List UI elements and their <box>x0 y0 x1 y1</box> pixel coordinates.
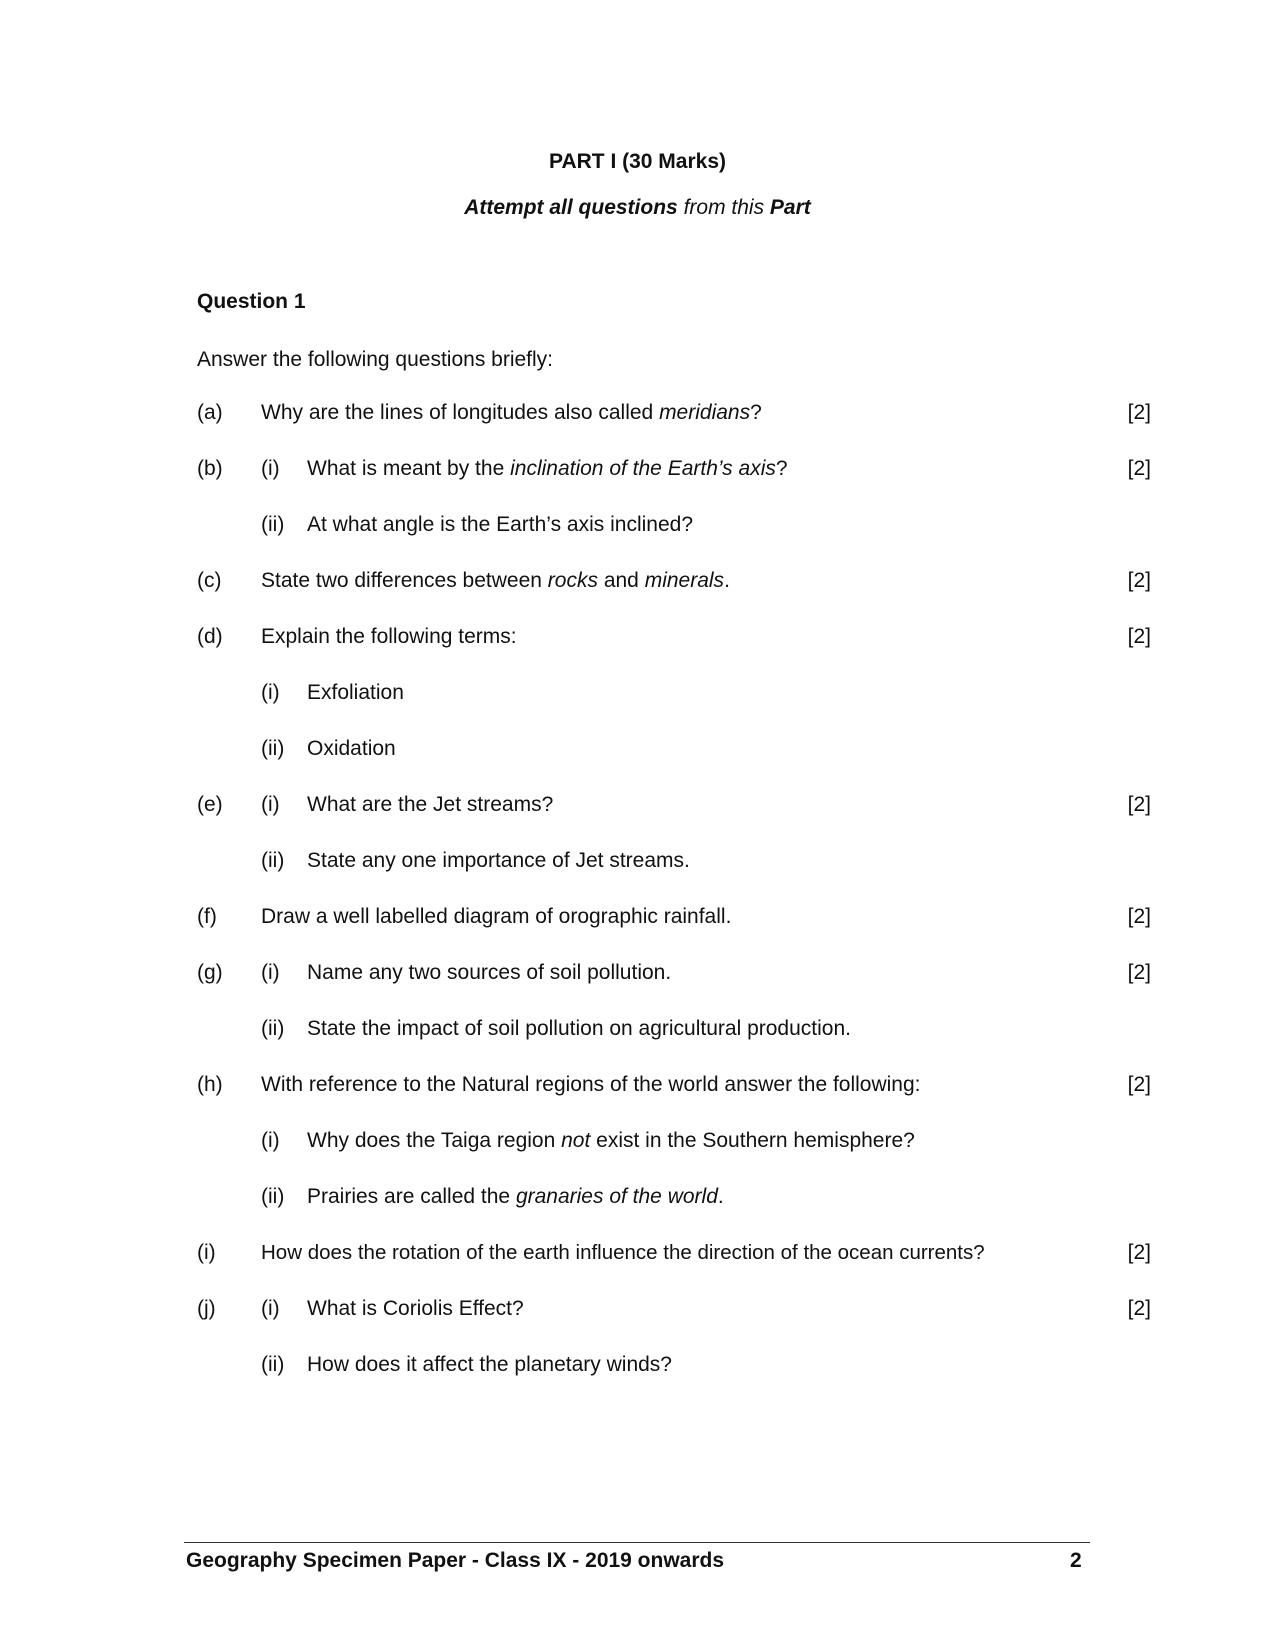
item-text: Why does the Taiga region not exist in the Southern hemisphere? <box>307 1129 915 1152</box>
item-text: How does it affect the planetary winds? <box>307 1353 672 1376</box>
item-text: How does the rotation of the earth influence the direction of the ocean currents? <box>261 1241 985 1264</box>
item-text: With reference to the Natural regions of the world answer the following: <box>261 1073 921 1096</box>
item-text: Exfoliation <box>307 681 404 704</box>
item-label: (b) <box>197 457 223 480</box>
part-instruction <box>0 196 1275 220</box>
item-text: Why are the lines of longitudes also called meridians? <box>261 401 762 424</box>
footer-title: Geography Specimen Paper - Class IX - 2019 onwards <box>186 1549 725 1572</box>
item-marks: [2] <box>1127 793 1151 816</box>
question-item-d <box>0 622 1275 652</box>
item-label: (j) <box>197 1297 216 1320</box>
question-item-f <box>0 902 1275 932</box>
item-marks: [2] <box>1127 905 1151 928</box>
item-text: Oxidation <box>307 737 396 760</box>
item-sublabel: (i) <box>261 1297 280 1320</box>
question-item-g-i <box>0 958 1275 988</box>
question-item-j-ii <box>0 1350 1275 1380</box>
item-text: State any one importance of Jet streams. <box>307 849 690 872</box>
question-item-h <box>0 1070 1275 1100</box>
item-sublabel: (ii) <box>261 1017 285 1040</box>
question-item-d-ii <box>0 734 1275 764</box>
instruction-bold-1: Attempt all questions <box>464 196 678 219</box>
item-marks: [2] <box>1127 457 1151 480</box>
item-marks: [2] <box>1127 569 1151 592</box>
item-label: (f) <box>197 905 217 928</box>
item-label: (g) <box>197 961 223 984</box>
item-text: What is Coriolis Effect? <box>307 1297 524 1320</box>
question-item-c <box>0 566 1275 596</box>
item-sublabel: (ii) <box>261 1185 285 1208</box>
item-sublabel: (i) <box>261 1129 280 1152</box>
item-text: What are the Jet streams? <box>307 793 554 816</box>
item-sublabel: (i) <box>261 457 280 480</box>
item-text: Prairies are called the granaries of the world. <box>307 1185 724 1208</box>
item-sublabel: (i) <box>261 961 280 984</box>
instruction-bold-2: Part <box>769 196 811 219</box>
item-label: (e) <box>197 793 223 816</box>
item-text: Draw a well labelled diagram of orographic rainfall. <box>261 905 732 928</box>
question-item-h-ii <box>0 1182 1275 1212</box>
item-text: What is meant by the inclination of the Earth’s axis? <box>307 457 788 480</box>
item-marks: [2] <box>1127 961 1151 984</box>
item-text: Name any two sources of soil pollution. <box>307 961 672 984</box>
item-sublabel: (ii) <box>261 849 285 872</box>
item-marks: [2] <box>1127 1073 1151 1096</box>
instruction-middle: from this <box>677 196 770 219</box>
question-item-j-i <box>0 1294 1275 1324</box>
question-item-g-ii <box>0 1014 1275 1044</box>
question-intro: Answer the following questions briefly: <box>197 348 554 371</box>
question-item-b-ii <box>0 510 1275 540</box>
item-sublabel: (i) <box>261 793 280 816</box>
question-item-h-i <box>0 1126 1275 1156</box>
item-text: At what angle is the Earth’s axis inclined? <box>307 513 693 536</box>
question-item-e-ii <box>0 846 1275 876</box>
item-label: (c) <box>197 569 222 592</box>
item-text: Explain the following terms: <box>261 625 517 648</box>
item-marks: [2] <box>1127 1297 1151 1320</box>
item-text: State two differences between rocks and minerals. <box>261 569 730 592</box>
item-label: (a) <box>197 401 223 424</box>
question-item-d-i <box>0 678 1275 708</box>
item-sublabel: (ii) <box>261 513 285 536</box>
item-sublabel: (i) <box>261 681 280 704</box>
page-number: 2 <box>1070 1549 1082 1572</box>
item-marks: [2] <box>1127 1241 1151 1264</box>
item-sublabel: (ii) <box>261 737 285 760</box>
question-item-i <box>0 1238 1275 1268</box>
question-heading: Question 1 <box>197 290 306 313</box>
question-item-e-i <box>0 790 1275 820</box>
item-sublabel: (ii) <box>261 1353 285 1376</box>
part-title: PART I (30 Marks) <box>549 150 726 173</box>
question-item-a <box>0 398 1275 428</box>
item-text: State the impact of soil pollution on agricultural production. <box>307 1017 851 1040</box>
item-label: (h) <box>197 1073 223 1096</box>
item-label: (d) <box>197 625 223 648</box>
item-marks: [2] <box>1127 401 1151 424</box>
item-label: (i) <box>197 1241 216 1264</box>
footer-divider <box>184 1542 1090 1543</box>
item-marks: [2] <box>1127 625 1151 648</box>
question-item-b-i <box>0 454 1275 484</box>
